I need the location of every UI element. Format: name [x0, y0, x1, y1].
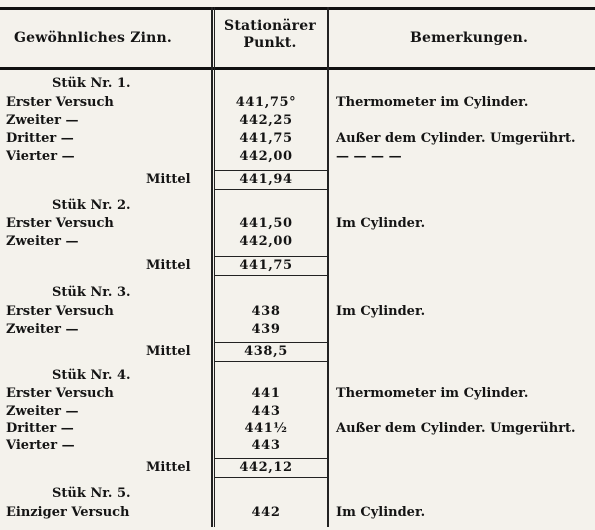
trial-value: 441,75 — [239, 131, 293, 146]
mean-label: Mittel — [146, 172, 191, 187]
mean-row — [0, 344, 595, 362]
trial-value: 441 — [251, 386, 281, 401]
table-row — [0, 322, 595, 340]
table-row — [0, 149, 595, 167]
trial-label: Erster Versuch — [6, 304, 114, 319]
trial-value: 441,50 — [239, 216, 293, 231]
header-rule — [0, 67, 595, 70]
trial-label: Erster Versuch — [6, 216, 114, 231]
header-point-line2: Punkt. — [243, 35, 297, 51]
mean-value: 442,12 — [239, 460, 293, 475]
trial-value: 442,00 — [239, 149, 293, 164]
mean-label: Mittel — [146, 344, 191, 359]
sample-label: Stük Nr. 5. — [52, 486, 131, 501]
header-column-point — [220, 18, 320, 52]
mean-value: 441,94 — [239, 172, 293, 187]
trial-remark: Außer dem Cylinder. Umgerührt. — [336, 131, 576, 146]
header-point-line1: Stationärer — [224, 18, 316, 34]
sample-row — [0, 198, 595, 216]
trial-value: 442,25 — [239, 113, 293, 128]
trial-remark: Thermometer im Cylinder. — [336, 386, 529, 401]
table-row — [0, 234, 595, 252]
header-column-tin: Gewöhnliches Zinn. — [14, 30, 172, 46]
trial-label: Vierter — — [6, 438, 75, 453]
trial-label: Zweiter — — [6, 404, 79, 419]
table-row — [0, 95, 595, 113]
table-row — [0, 505, 595, 523]
trial-label: Zweiter — — [6, 322, 79, 337]
trial-label: Zweiter — — [6, 234, 79, 249]
trial-value: 441½ — [244, 421, 288, 436]
trial-value: 442,00 — [239, 234, 293, 249]
header-column-remarks: Bemerkungen. — [410, 30, 529, 46]
trial-remark: Außer dem Cylinder. Umgerührt. — [336, 421, 576, 436]
trial-remark: Thermometer im Cylinder. — [336, 95, 529, 110]
sample-label: Stük Nr. 1. — [52, 76, 131, 91]
sample-row — [0, 285, 595, 303]
trial-label: Dritter — — [6, 131, 74, 146]
trial-label: Einziger Versuch — [6, 505, 130, 520]
trial-remark: Im Cylinder. — [336, 216, 426, 231]
sample-label: Stük Nr. 3. — [52, 285, 131, 300]
sample-row — [0, 76, 595, 94]
trial-value: 441,75° — [235, 95, 297, 110]
sample-label: Stük Nr. 4. — [52, 368, 131, 383]
trial-remark: — — — — — [336, 149, 402, 164]
table-row — [0, 131, 595, 149]
mean-value: 441,75 — [239, 258, 293, 273]
trial-value: 442 — [251, 505, 281, 520]
trial-remark: Im Cylinder. — [336, 505, 426, 520]
mean-row — [0, 172, 595, 190]
trial-remark: Im Cylinder. — [336, 304, 426, 319]
table-row — [0, 438, 595, 456]
trial-label: Zweiter — — [6, 113, 79, 128]
table-row — [0, 216, 595, 234]
sample-row — [0, 486, 595, 504]
table-row — [0, 421, 595, 439]
mean-row — [0, 460, 595, 478]
mean-label: Mittel — [146, 258, 191, 273]
trial-label: Erster Versuch — [6, 95, 114, 110]
table-row — [0, 404, 595, 422]
mean-value: 438,5 — [244, 344, 288, 359]
trial-value: 443 — [251, 404, 281, 419]
table-row — [0, 304, 595, 322]
trial-value: 439 — [251, 322, 281, 337]
trial-value: 438 — [251, 304, 281, 319]
trial-label: Vierter — — [6, 149, 75, 164]
mean-label: Mittel — [146, 460, 191, 475]
sample-row — [0, 368, 595, 386]
trial-value: 443 — [251, 438, 281, 453]
trial-label: Erster Versuch — [6, 386, 114, 401]
table-row — [0, 386, 595, 404]
mean-row — [0, 258, 595, 276]
trial-label: Dritter — — [6, 421, 74, 436]
top-rule — [0, 7, 595, 10]
table-row — [0, 113, 595, 131]
sample-label: Stük Nr. 2. — [52, 198, 131, 213]
